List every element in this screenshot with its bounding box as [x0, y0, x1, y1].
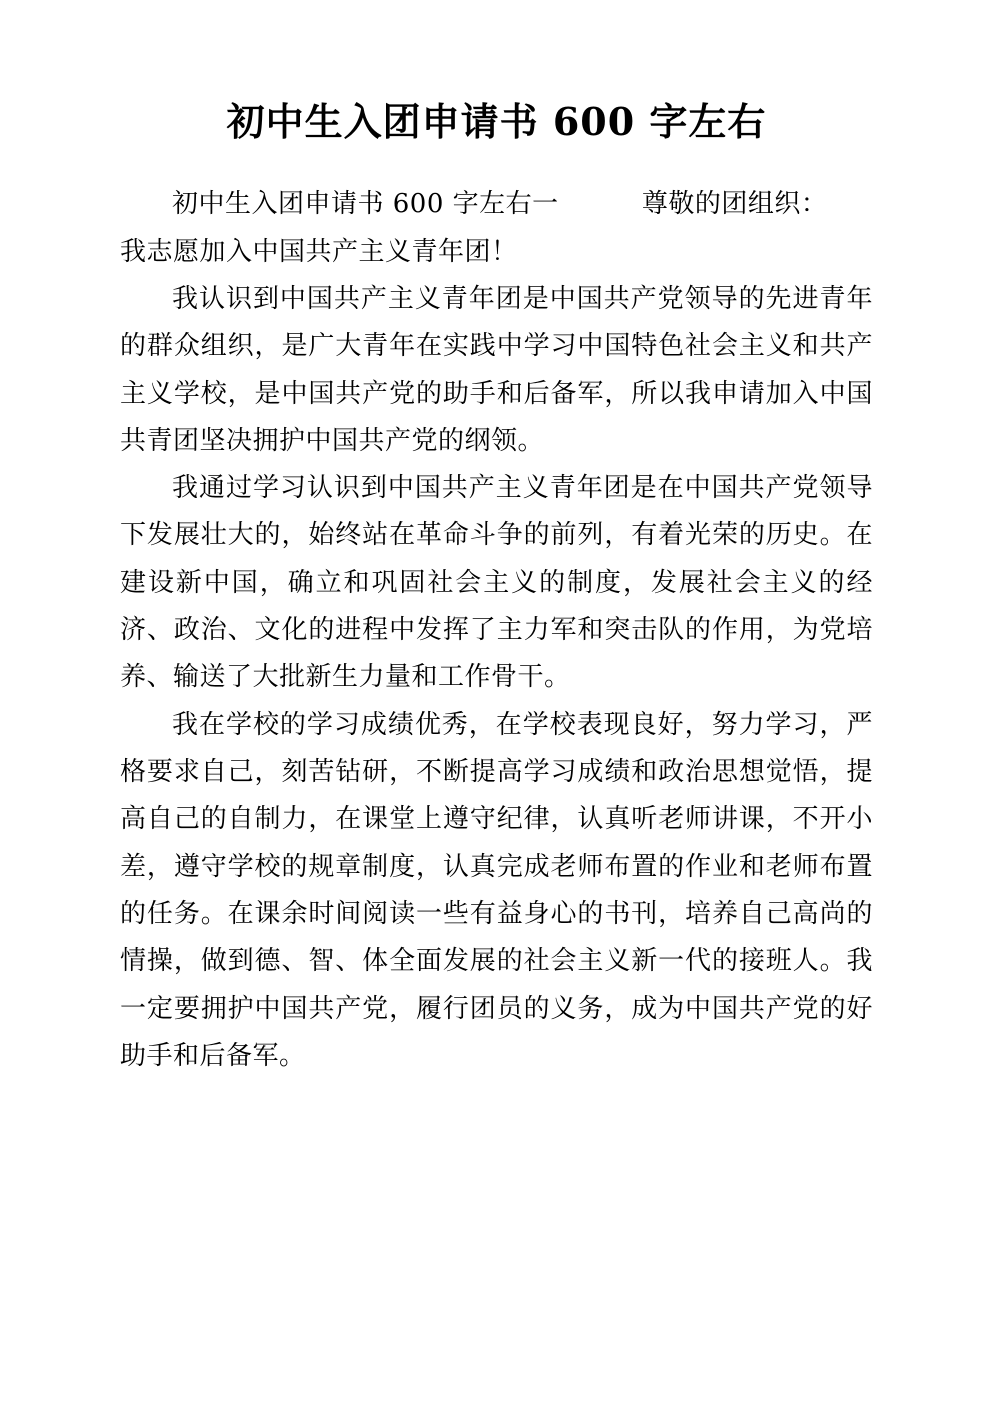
document-body: [120, 181, 873, 1080]
paragraph-2: 我通过学习认识到中国共产主义青年团是在中国共产党领导下发展壮大的，始终站在革命斗争的前列，有着光荣的历史。在建设新中国，确立和巩固社会主义的制度，发展社会主义的经济、政治、文化的进程中发挥了主力军和突击队的作用，为党培养、输送了大批新生力量和工作骨干。: [120, 473, 873, 693]
intro-line-topic: 初中生入团申请书 600 字左右一: [172, 189, 559, 220]
intro-line: [120, 181, 873, 228]
paragraph-3: 我在学校的学习成绩优秀，在学校表现良好，努力学习，严格要求自己，刻苦钻研，不断提高学习成绩和政治思想觉悟，提高自己的自制力，在课堂上遵守纪律，认真听老师讲课，不开小差，遵守学校的规章制度，认真完成老师布置的作业和老师布置的任务。在课余时间阅读一些有益身心的书刊，培养自己高尚的情操，做到德、智、体全面发展的社会主义新一代的接班人。我一定要拥护中国共产党，履行团员的义务，成为中国共产党的好助手和后备军。: [120, 709, 873, 1071]
salutation-line: 我志愿加入中国共产主义青年团！: [120, 236, 518, 267]
intro-line-salutation: 尊敬的团组织：: [641, 189, 828, 220]
page-title: 初中生入团申请书 600 字左右: [226, 99, 767, 144]
paragraph-1: 我认识到中国共产主义青年团是中国共产党领导的先进青年的群众组织，是广大青年在实践中学习中国特色社会主义和共产主义学校，是中国共产党的助手和后备军，所以我申请加入中国共青团坚决拥护中国共产党的纲领。: [120, 283, 873, 456]
